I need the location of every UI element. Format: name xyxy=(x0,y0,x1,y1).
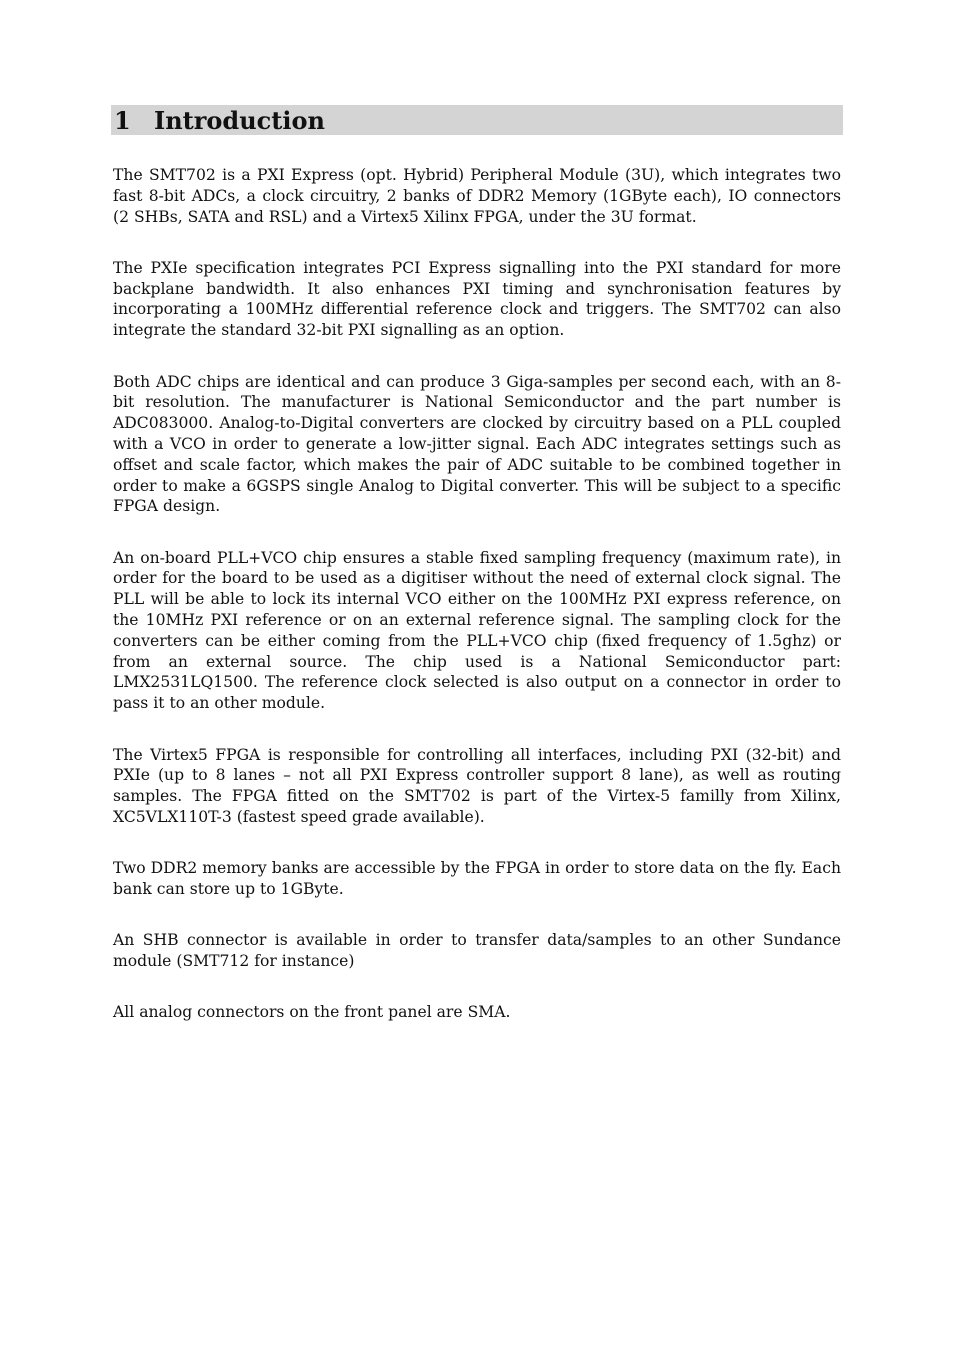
paragraph-analog-connectors: All analog connectors on the front panel are SMA. xyxy=(113,1003,511,1022)
section-title: Introduction xyxy=(154,105,325,135)
paragraph-fpga: The Virtex5 FPGA is responsible for controlling all interfaces, including PXI (32-bit) and PXIe (up to 8 lanes – not all PXI Express controller support 8 lane), as well as routing samples. The FPGA fitted on the SMT702 is part of the Virtex-5 familly from Xilinx, XC5VLX110T-3 (fastest speed grade available). xyxy=(113,745,841,826)
paragraph-ddr2-memory: Two DDR2 memory banks are accessible by the FPGA in order to store data on the fly. Each bank can store up to 1GByte. xyxy=(113,859,841,899)
paragraph-adc-chips: Both ADC chips are identical and can produce 3 Giga-samples per second each, with an 8-bit resolution. The manufacturer is National Semiconductor and the part number is ADC083000. Analog-to-Digital converters are clocked by circuitry based on a PLL coupled with a VCO in order to generate a low-jitter signal. Each ADC integrates settings such as offset and scale factor, which makes the pair of ADC suitable to be combined together in order to make a 6GSPS single Analog to Digital converter. This will be subject to a specific FPGA design. xyxy=(113,372,841,516)
paragraph-shb-connector: An SHB connector is available in order to transfer data/samples to an other Sundance module (SMT712 for instance) xyxy=(113,931,841,971)
section-heading xyxy=(111,105,843,135)
paragraph-pll-vco: An on-board PLL+VCO chip ensures a stable fixed sampling frequency (maximum rate), in order for the board to be used as a digitiser without the need of external clock signal. The PLL will be able to lock its internal VCO either on the 100MHz PXI express reference, on the 10MHz PXI reference or on an external reference signal. The sampling clock for the converters can be either coming from the PLL+VCO chip (fixed frequency of 1.5ghz) or from an external source. The chip used is a National Semiconductor part: LMX2531LQ1500. The reference clock selected is also output on a connector in order to pass it to an other module. xyxy=(113,548,841,713)
section-number: 1 xyxy=(114,105,131,135)
paragraph-pxie-spec: The PXIe specification integrates PCI Express signalling into the PXI standard for more backplane bandwidth. It also enhances PXI timing and synchronisation features by incorporating a 100MHz differential reference clock and triggers. The SMT702 can also integrate the standard 32-bit PXI signalling as an option. xyxy=(113,258,841,340)
paragraph-overview: The SMT702 is a PXI Express (opt. Hybrid) Peripheral Module (3U), which integrates two fast 8-bit ADCs, a clock circuitry, 2 banks of DDR2 Memory (1GByte each), IO connectors (2 SHBs, SATA and RSL) and a Virtex5 Xilinx FPGA, under the 3U format. xyxy=(113,166,841,226)
section-body xyxy=(111,165,843,1023)
document-page xyxy=(111,105,843,1054)
